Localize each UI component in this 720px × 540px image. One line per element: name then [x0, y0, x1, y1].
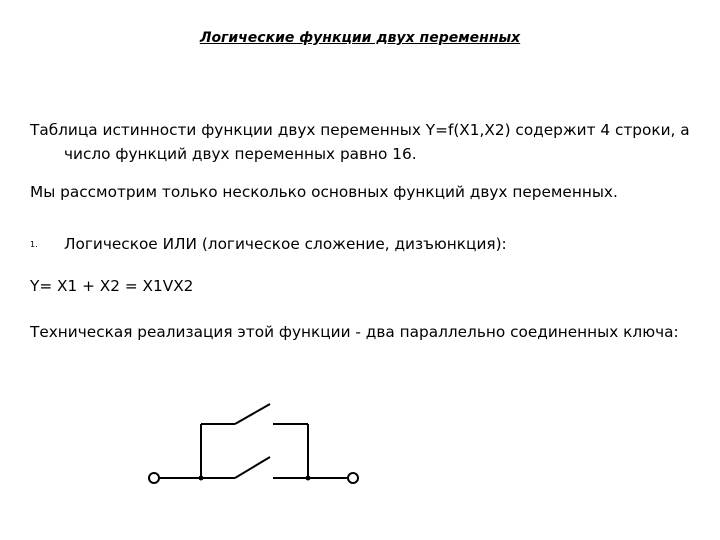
intro-paragraph: Мы рассмотрим только несколько основных функций двух переменных.	[30, 183, 618, 201]
list-item-text: Логическое ИЛИ (логическое сложение, дизъюнкция):	[64, 235, 507, 253]
list-item	[30, 232, 692, 257]
formula: Y= X1 + X2 = X1VX2	[30, 277, 194, 295]
truth-table-paragraph: Таблица истинности функции двух переменных Y=f(X1,X2) содержит 4 строки, а число функций двух переменных равно 16.	[30, 121, 690, 163]
lower-switch-icon	[235, 457, 270, 478]
upper-switch-icon	[235, 404, 270, 424]
list-item-number: 1.	[30, 239, 38, 249]
parallel-switches-circuit-icon	[145, 395, 370, 495]
right-terminal-icon	[348, 473, 358, 483]
page-title: Логические функции двух переменных	[199, 30, 521, 46]
implementation-paragraph: Техническая реализация этой функции - два параллельно соединенных ключа:	[30, 323, 679, 341]
left-terminal-icon	[149, 473, 159, 483]
